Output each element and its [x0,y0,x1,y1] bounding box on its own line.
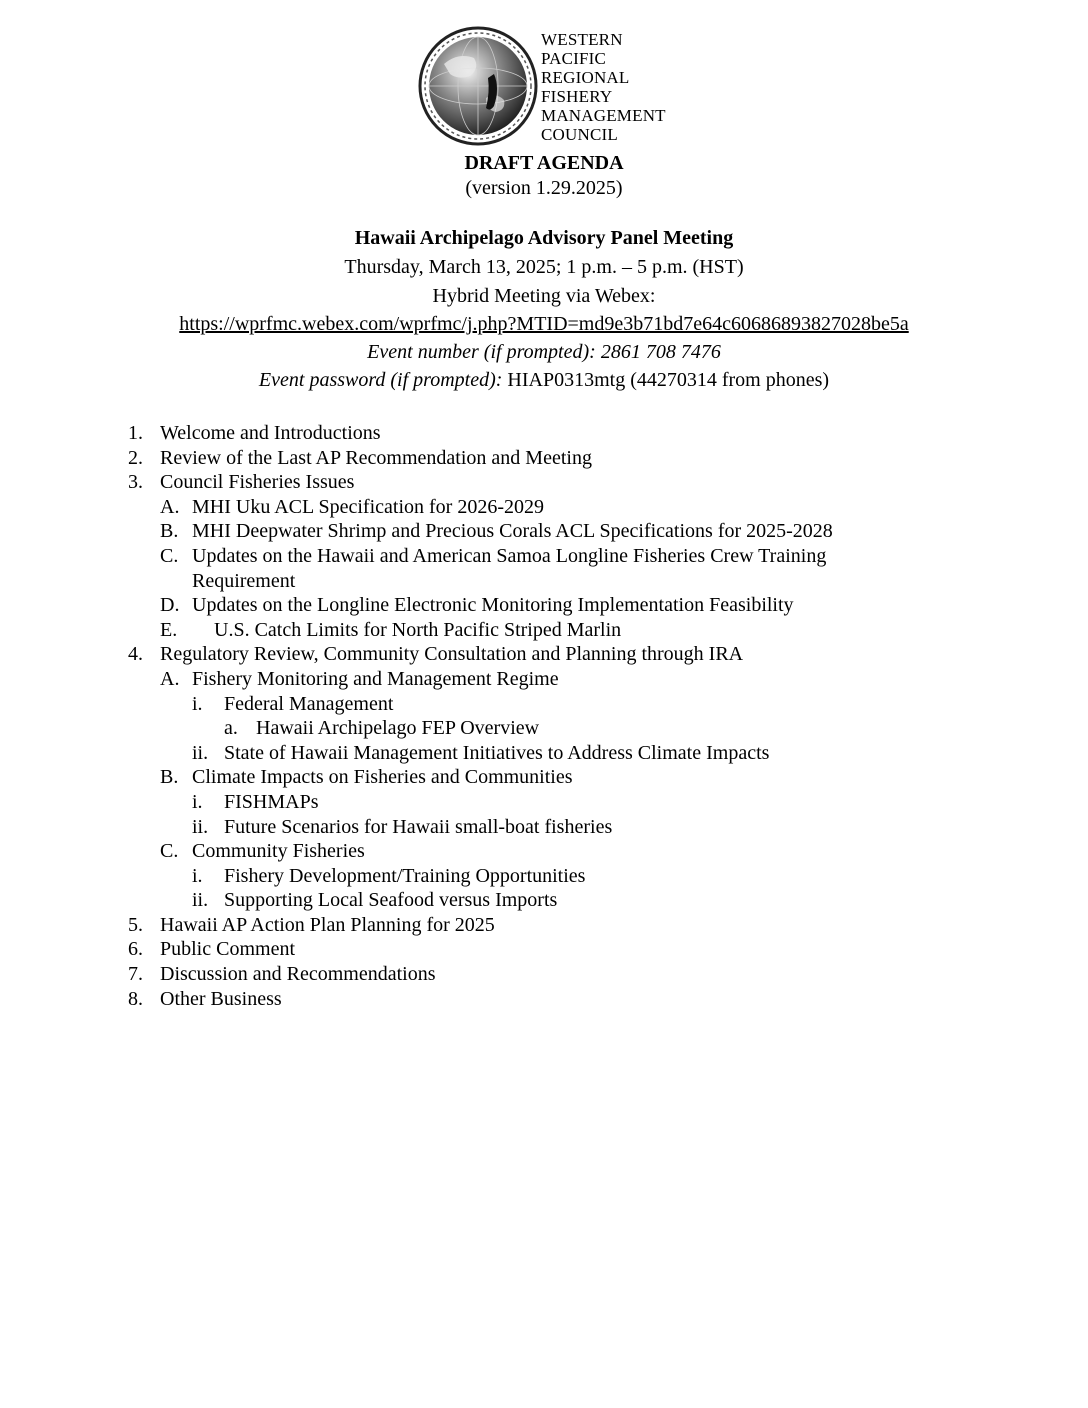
meeting-datetime: Thursday, March 13, 2025; 1 p.m. – 5 p.m. (HST) [344,256,744,278]
logo-line: PACIFIC [541,49,607,68]
event-password-value: HIAP0313mtg (44270314 from phones) [502,369,830,391]
globe-icon [416,24,540,148]
version-label: (version 1.29.2025) [465,177,623,199]
agenda-item-text: Discussion and Recommendations [160,963,436,986]
agenda-item-text: Hawaii AP Action Plan Planning for 2025 [160,913,495,936]
agenda-item-text: Community Fisheries [192,840,365,863]
agenda-item-text: Updates on the Longline Electronic Monitoring Implementation Feasibility [192,594,794,617]
agenda-item-number: B. [160,520,179,543]
agenda-item-text: Fishery Monitoring and Management Regime [192,667,559,690]
agenda-item-text: Review of the Last AP Recommendation and Meeting [160,446,592,469]
agenda-item-text: Supporting Local Seafood versus Imports [224,889,558,912]
agenda-item-number: 3. [128,471,143,494]
agenda-item [0,913,1088,938]
agenda-item-number: i. [192,692,203,715]
webex-link[interactable]: https://wprfmc.webex.com/wprfmc/j.php?MTID=md9e3b71bd7e64c60686893827028be5a [179,313,909,335]
agenda-item [0,962,1088,987]
agenda-item [0,864,1088,889]
council-logo [416,24,686,148]
event-password-label: Event password (if prompted): [258,369,503,391]
agenda-item-text: FISHMAPs [224,790,319,813]
agenda-item-text: Climate Impacts on Fisheries and Communities [192,766,573,789]
agenda-item [0,987,1088,1012]
agenda-item [0,446,1088,471]
agenda-item [0,667,1088,692]
meeting-title: Hawaii Archipelago Advisory Panel Meeting [354,227,734,249]
agenda-item-text: Other Business [160,987,282,1010]
agenda-item-text: Future Scenarios for Hawaii small-boat fisheries [224,815,613,838]
agenda-item [0,937,1088,962]
agenda-item-number: A. [160,667,180,690]
agenda-item-number: E. [160,618,178,641]
agenda-item-text: Hawaii Archipelago FEP Overview [256,717,540,740]
agenda-item-text: Fishery Development/Training Opportunities [224,864,586,887]
agenda-item-text: Welcome and Introductions [160,422,381,444]
logo-line: REGIONAL [541,68,630,87]
document-title: DRAFT AGENDA [464,152,624,174]
agenda-item-text: State of Hawaii Management Initiatives to Address Climate Impacts [224,741,770,764]
agenda-item-number: C. [160,840,179,863]
agenda-item-number: 4. [128,643,143,666]
agenda-item [0,716,1088,741]
logo-line: WESTERN [541,30,623,49]
agenda-item-number: 5. [128,913,143,936]
agenda-item [0,642,1088,667]
agenda-item-number: i. [192,864,203,887]
agenda-item-text: U.S. Catch Limits for North Pacific Striped Marlin [214,618,622,641]
agenda-item-text: Federal Management [224,692,394,715]
agenda-item-number: ii. [192,815,209,838]
agenda-item-number: D. [160,594,180,617]
agenda-item-number: ii. [192,741,209,764]
agenda-item-number: a. [224,717,238,740]
event-number: Event number (if prompted): 2861 708 7476 [367,341,721,363]
agenda-item-number: 2. [128,446,143,469]
agenda-item-text: Council Fisheries Issues [160,471,355,494]
agenda-item [0,741,1088,766]
agenda-item-text: Regulatory Review, Community Consultation and Planning through IRA [160,643,744,666]
agenda-item [0,888,1088,913]
agenda-item-number: B. [160,766,179,789]
logo-line: MANAGEMENT [541,106,666,125]
agenda-item [0,470,1088,495]
agenda-item-text: Updates on the Hawaii and American Samoa Longline Fisheries Crew Training Requirement [192,544,827,592]
logo-line: FISHERY [541,87,613,106]
agenda-item-number: 1. [128,422,143,444]
agenda-item [0,692,1088,717]
agenda-item-number: 8. [128,987,143,1010]
hybrid-note: Hybrid Meeting via Webex: [432,285,656,307]
agenda-item-number: i. [192,790,203,813]
agenda-list [0,421,1088,1011]
agenda-item-text: MHI Deepwater Shrimp and Precious Corals ACL Specifications for 2025-2028 [192,520,833,543]
agenda-item [0,593,1088,618]
agenda-item [0,815,1088,840]
council-name [541,30,666,144]
event-password [0,369,1088,392]
agenda-item [0,765,1088,790]
agenda-item [0,495,1088,520]
agenda-item-number: A. [160,495,180,518]
logo-line: COUNCIL [541,125,618,144]
agenda-item-number: 6. [128,938,143,961]
agenda-item-text: Public Comment [160,938,295,961]
agenda-item [0,421,1088,446]
agenda-item [0,544,1088,593]
agenda-item [0,618,1088,643]
agenda-item-number: ii. [192,889,209,912]
agenda-item [0,790,1088,815]
agenda-item [0,839,1088,864]
agenda-item-text: MHI Uku ACL Specification for 2026-2029 [192,495,544,518]
agenda-item [0,519,1088,544]
agenda-item-number: 7. [128,963,143,986]
agenda-item-number: C. [160,544,179,567]
